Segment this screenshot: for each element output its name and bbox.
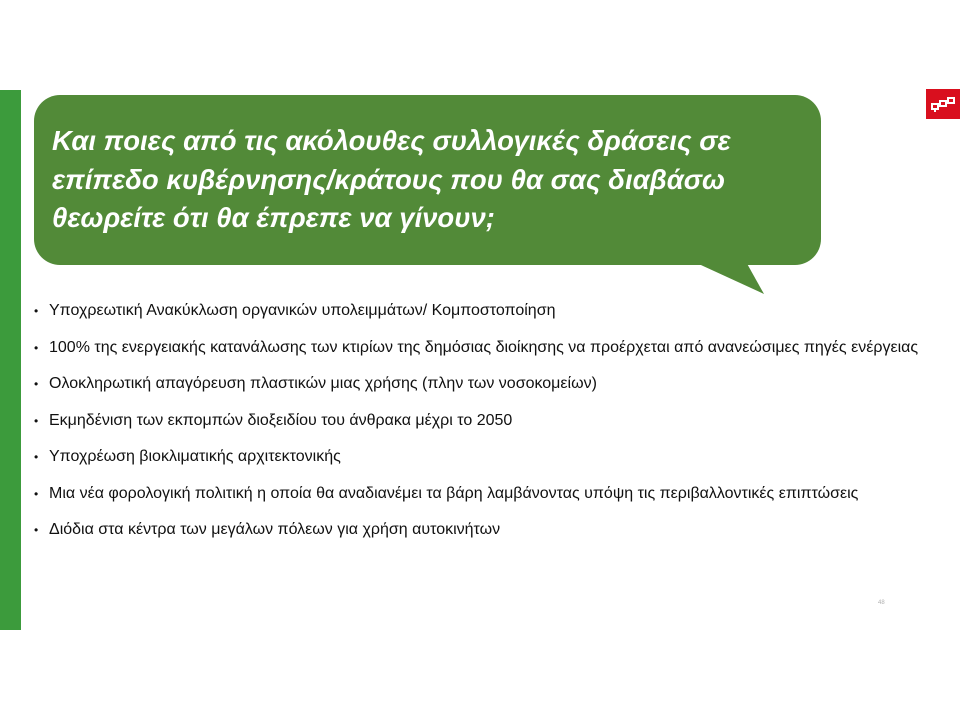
list-item: [34, 512, 934, 549]
list-item: [34, 293, 934, 330]
list-item-text: Ολοκληρωτική απαγόρευση πλαστικών μιας χρήσης (πλην των νοσοκομείων): [49, 375, 597, 392]
bullet-dot: •: [34, 523, 39, 537]
bullet-dot: •: [34, 450, 39, 464]
question-text: Και ποιες από τις ακόλουθες συλλογικές δράσεις σε επίπεδο κυβέρνησης/κράτους που θα σας διαβάσω θεωρείτε ότι θα έπρεπε να γίνουν;: [52, 125, 731, 233]
list-item-text: 100% της ενεργειακής κατανάλωσης των κτιρίων της δημόσιας διοίκησης να προέρχεται από ανανεώσιμες πηγές ενέργειας: [49, 338, 919, 356]
action-list: [34, 293, 934, 549]
bullet-dot: •: [34, 340, 39, 355]
list-item-text: Υποχρεωτική Ανακύκλωση οργανικών υπολειμμάτων/ Κομποστοποίηση: [49, 302, 556, 319]
list-item-text: Μια νέα φορολογική πολιτική η οποία θα αναδιανέμει τα βάρη λαμβάνοντας υπόψη τις περιβαλλοντικές επιπτώσεις: [49, 484, 859, 502]
bullet-dot: •: [34, 486, 39, 501]
list-item: [34, 439, 934, 476]
list-item: [34, 403, 934, 440]
brand-logo-icon: [926, 89, 960, 119]
list-item-text: Υποχρέωση βιοκλιματικής αρχιτεκτονικής: [49, 448, 341, 465]
list-item-text: Διόδια στα κέντρα των μεγάλων πόλεων για χρήση αυτοκινήτων: [49, 521, 501, 538]
list-item-text: Εκμηδένιση των εκπομπών διοξειδίου του άνθρακα μέχρι το 2050: [49, 411, 513, 429]
list-item: [34, 330, 934, 367]
list-item: [34, 366, 934, 403]
bullet-dot: •: [34, 377, 39, 391]
left-accent-bar: [0, 90, 21, 630]
page-number: 48: [878, 600, 885, 606]
bullet-dot: •: [34, 304, 39, 318]
list-item: [34, 476, 934, 513]
bullet-dot: •: [34, 413, 39, 428]
